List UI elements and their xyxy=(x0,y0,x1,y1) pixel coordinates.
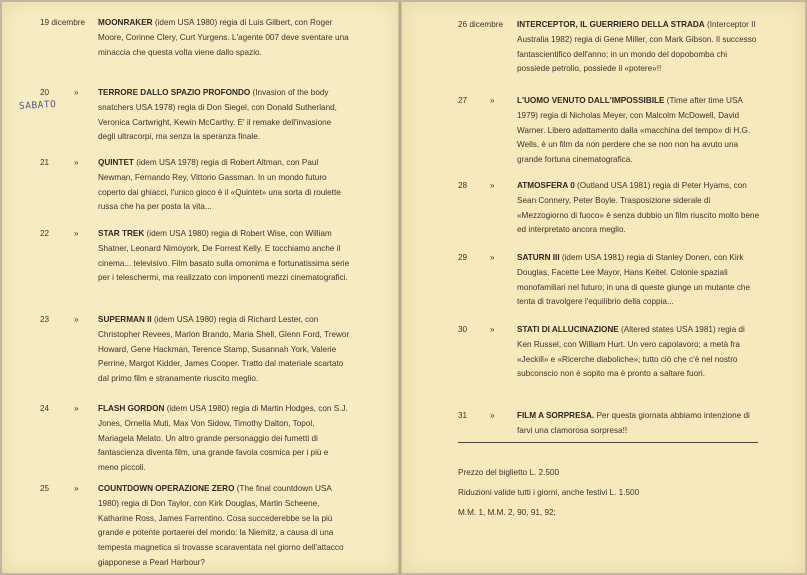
film-details: (idem USA 1981) regia di Stanley Donen, con Kirk Douglas, Facette Lee Mayor, Hans Keitel. Colonie spaziali monofamiliari nel futuro; in una di queste giunge un mutante che tenta di travolgere l'equilibrio della coppia... xyxy=(517,253,751,307)
film-details: (Time after time USA 1979) regia di Nicholas Meyer, con Malcolm McDowell, David Warner. Libero adattamento dalla «macchina del tempo» di H.G. Wells, è un film da non perdere che se non non ha avuto una grande fortuna cinematografica. xyxy=(517,96,751,165)
handwritten-note: SABATO xyxy=(18,99,57,112)
entry-description xyxy=(517,18,761,77)
entry-date: 21 xyxy=(40,158,50,167)
entry-date: 23 xyxy=(40,315,50,324)
ditto-mark: » xyxy=(490,411,495,420)
film-title: QUINTET xyxy=(98,158,134,167)
entry-date: 22 xyxy=(40,229,50,238)
page-fold xyxy=(398,0,402,575)
entry-description xyxy=(98,402,350,476)
film-details: (idem USA 1980) regia di Robert Wise, con William Shatner, Leonard Nimoyork, De Forrest Kelly. E tocchiamo anche il cinema... televisivo. Film basato sulla omonima e fortunatissima serie per i teleschermi, ma realizzato con imponenti mezzi cinematografici. xyxy=(98,229,350,283)
film-title: TERRORE DALLO SPAZIO PROFONDO xyxy=(98,88,251,97)
entry-description xyxy=(98,16,350,60)
right-entry xyxy=(458,323,761,413)
entry-date: 24 xyxy=(40,404,50,413)
entry-date: 25 xyxy=(40,484,50,493)
film-details: (Invasion of the body snatchers USA 1978) regia di Don Siegel, con Donald Sutherland, Veronica Cartwright, Kewin McCarthy. E' il remake dell'invasione degli ultracorpi, ma senza la speranza finale. xyxy=(98,88,337,142)
entry-description xyxy=(517,323,761,382)
entry-description xyxy=(98,156,350,215)
film-details: (idem USA 1978) regia di Robert Altman, con Paul Newman, Fernando Rey, Vittorio Gassman. In un mondo futuro coperto dai ghiacci, l'unico gioco è il «Quintet» una sorta di roulette russa che ha per posta la vita... xyxy=(98,158,341,212)
entry-description xyxy=(98,227,350,286)
film-title: SUPERMAN II xyxy=(98,315,152,324)
film-details: (idem USA 1980) regia di Luis Gilbert, con Roger Moore, Corinne Clery, Curt Yurgens. L'agente 007 deve sventare una minaccia che questa volta viene dallo spazio. xyxy=(98,18,349,57)
film-details: (The final countdown USA 1980) regia di Don Taylor, con Kirk Douglas, Martin Scheene, Katharine Ross, James Farrentino. Cosa succederebbe se la più grande e potente portaerei del mondo: la Niemitz, a causa di una tempesta magnetica si trovasse scaraventata nel giorno dell'attacco giapponese a Pearl Harbour? xyxy=(98,484,344,567)
film-title: MOONRAKER xyxy=(98,18,153,27)
ticket-codes: M.M. 1, M.M. 2, 90, 91, 92; xyxy=(458,508,556,517)
ditto-mark: » xyxy=(74,88,79,97)
ditto-mark: » xyxy=(490,253,495,262)
film-title: STATI DI ALLUCINAZIONE xyxy=(517,325,619,334)
entry-date: 27 xyxy=(458,96,468,105)
film-title: COUNTDOWN OPERAZIONE ZERO xyxy=(98,484,235,493)
entry-date: 29 xyxy=(458,253,468,262)
entry-description xyxy=(517,251,761,310)
ditto-mark: » xyxy=(74,315,79,324)
film-details: (Outland USA 1981) regia di Peter Hyams, con Sean Connery, Peter Boyle. Trasposizione siderale di «Mezzogiorno di fuoco» è senza dubbio un film riuscito molto bene ed interpretato ancora meglio. xyxy=(517,181,760,235)
entry-description xyxy=(517,94,761,168)
entry-description xyxy=(98,482,350,571)
left-entry xyxy=(40,482,350,572)
entry-date: 26 dicembre xyxy=(458,20,504,29)
film-title: ATMOSFERA 0 xyxy=(517,181,575,190)
film-details: Per questa giornata abbiamo intenzione di farvi una clamorosa sorpresa!! xyxy=(517,411,750,435)
right-entry xyxy=(458,94,761,184)
film-details: (idem USA 1980) regia di Martin Hodges, con S.J. Jones, Ornella Muti, Max Von Sidow, Timothy Dalton, Topol, Mariagela Melato. Un altro grande personaggio dei fumetti di fantascienza diventa film, una grande favola cosmica per i più e meno piccoli. xyxy=(98,404,348,473)
ditto-mark: » xyxy=(74,404,79,413)
entry-date: 31 xyxy=(458,411,468,420)
left-entry xyxy=(40,313,350,403)
film-details: (Interceptor II Australia 1982) regia di Gene Miller, con Mark Gibson. Il successo fantascientifico dell'anno; in un mondo del dopobomba chi possiede petrolio, possiede il «potere»!! xyxy=(517,20,757,74)
ditto-mark: » xyxy=(490,96,495,105)
entry-date: 20 xyxy=(40,88,50,97)
film-details: (Altered states USA 1981) regia di Ken Russel, con William Hurt. Un vero capolavoro; a metà fra «Jeckill» e «Ricerche diaboliche»; tutto ciò che c'è nel nostro subconscio non è sopito ma è pronto a saltare fuori. xyxy=(517,325,745,379)
film-title: L'UOMO VENUTO DALL'IMPOSSIBILE xyxy=(517,96,665,105)
ditto-mark: » xyxy=(74,484,79,493)
ticket-price: Prezzo del biglietto L. 2.500 xyxy=(458,468,560,477)
left-entry xyxy=(40,402,350,492)
divider-line xyxy=(458,442,758,443)
entry-date: 19 dicembre xyxy=(40,18,86,27)
ditto-mark: » xyxy=(490,325,495,334)
film-title: FLASH GORDON xyxy=(98,404,165,413)
right-entry xyxy=(458,409,761,499)
film-title: STAR TREK xyxy=(98,229,145,238)
ditto-mark: » xyxy=(74,158,79,167)
film-title: FILM A SORPRESA. xyxy=(517,411,595,420)
entry-date: 30 xyxy=(458,325,468,334)
ditto-mark: » xyxy=(74,229,79,238)
entry-description xyxy=(98,313,350,387)
left-entry xyxy=(40,227,350,317)
ditto-mark: » xyxy=(490,181,495,190)
entry-date: 28 xyxy=(458,181,468,190)
entry-description xyxy=(517,409,761,439)
entry-description xyxy=(98,86,350,145)
entry-description xyxy=(517,179,761,238)
ticket-discounts: Riduzioni valide tutti i giorni, anche festivi L. 1.500 xyxy=(458,488,640,497)
film-details: (idem USA 1980) regia di Richard Lester, con Christopher Revees, Marlon Brando, Maria Shell, Glenn Ford, Trewor Howard, Gene Hackman, Terence Stamp, Susannah York, Valerie Perrine, Margot Kidder, James Cooper. Tratto dal materiale scartato dal primo film e stranamente riuscito meglio. xyxy=(98,315,350,384)
film-title: SATURN III xyxy=(517,253,560,262)
film-title: INTERCEPTOR, IL GUERRIERO DELLA STRADA xyxy=(517,20,705,29)
